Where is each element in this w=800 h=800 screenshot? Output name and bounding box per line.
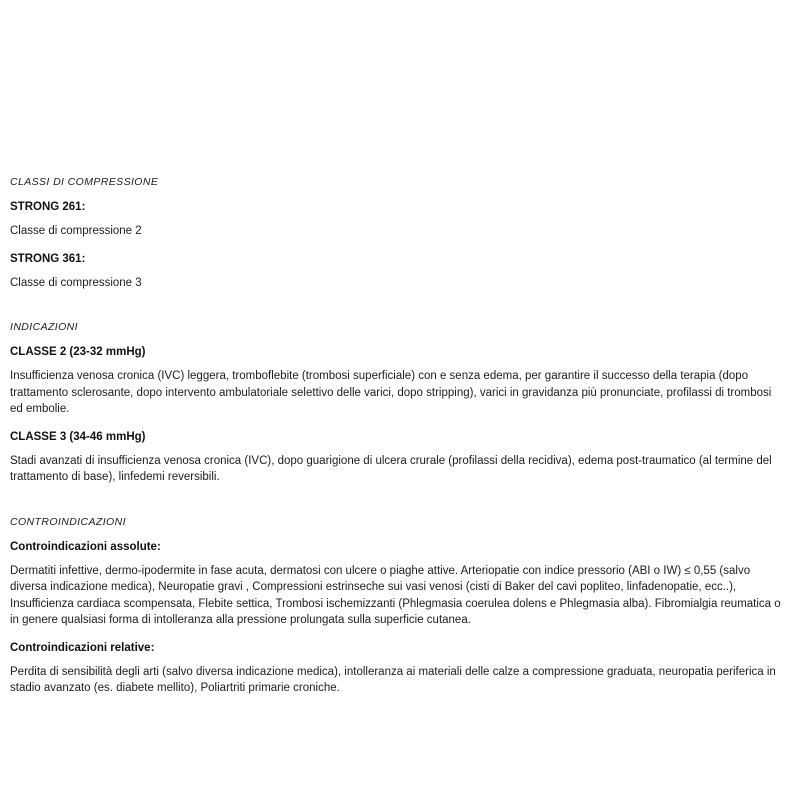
section-indications — [10, 321, 782, 486]
subheading-relative-contraindications: Controindicazioni relative: — [10, 641, 155, 654]
subheading-strong-361: STRONG 361: — [10, 252, 86, 265]
paragraph-absolute-contraindications: Dermatiti infettive, dermo-ipodermite in fase acuta, dermatosi con ulcere o piaghe attive. Arteriopatie con indice pressorio (ABI o IW) ≤ 0,55 (salvo diversa indicazione medica), Neuropatie gravi , Compressioni estrinseche sui vasi venosi (cisti di Baker del cavi popliteo, linfadenopatie, ecc..), Insufficienza cardiaca scompensata, Flebite settica, Trombosi ischemizzanti (Phlegmasia coerulea dolens e Phlegmasia alba). Fibromialgia reumatica o in genere qualsiasi forma di intolleranza alla pressione prolungata sulla superficie cutanea. — [10, 564, 781, 626]
paragraph-strong-261-class: Classe di compressione 2 — [10, 225, 142, 237]
subheading-class-3: CLASSE 3 (34-46 mmHg) — [10, 430, 146, 443]
section-compression-classes — [10, 176, 782, 291]
paragraph-class-2-indications: Insufficienza venosa cronica (IVC) leggera, tromboflebite (trombosi superficiale) con e senza edema, per garantire il successo della terapia (dopo trattamento sclerosante, dopo intervento ambulatoriale selettivo delle varici, dopo stripping), varici in gravidanza più pronunciate, profilassi di trombosi ed embolie. — [10, 370, 772, 415]
paragraph-class-3-indications: Stadi avanzati di insufficienza venosa cronica (IVC), dopo guarigione di ulcera crurale (profilassi della recidiva), edema post-traumatico (al termine del trattamento di base), linfedemi reversibili. — [10, 454, 772, 483]
section-heading-compression-classes: CLASSI DI COMPRESSIONE — [10, 176, 159, 188]
paragraph-relative-contraindications: Perdita di sensibilità degli arti (salvo diversa indicazione medica), intolleranza ai materiali delle calze a compressione graduata, neuropatia periferica in stadio avanzato (es. diabete mellito), Poliartriti primarie croniche. — [10, 665, 776, 694]
paragraph-strong-361-class: Classe di compressione 3 — [10, 276, 142, 289]
section-heading-contraindications: CONTROINDICAZIONI — [10, 515, 126, 528]
subheading-class-2: CLASSE 2 (23-32 mmHg) — [10, 346, 146, 358]
section-contraindications — [10, 516, 782, 697]
subheading-strong-261: STRONG 261: — [10, 201, 86, 213]
subheading-absolute-contraindications: Controindicazioni assolute: — [10, 540, 161, 553]
section-heading-indications: INDICAZIONI — [10, 321, 78, 333]
